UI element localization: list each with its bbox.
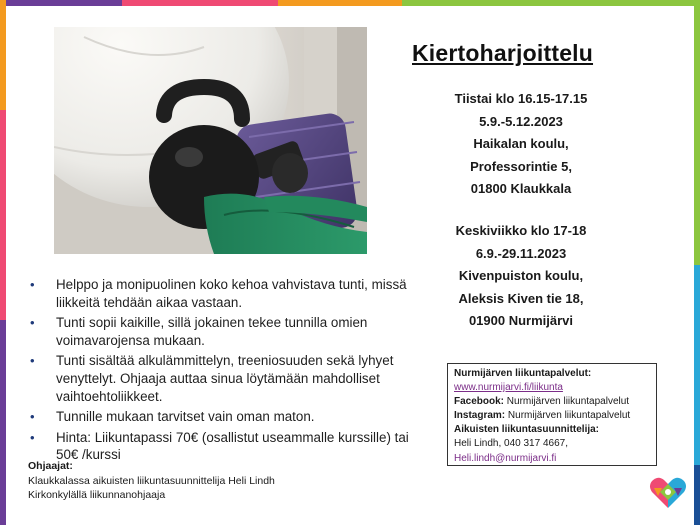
frame-top-purple: [0, 0, 122, 6]
bullet-icon: •: [30, 277, 35, 292]
list-item: • Hinta: Liikuntapassi 70€ (osallistut useammalle kurssille) tai 50€ /kurssi: [30, 429, 409, 463]
bullet-icon: •: [30, 409, 35, 425]
instagram-label: Instagram:: [454, 410, 506, 422]
planner-email[interactable]: Heli.lindh@nurmijarvi.fi: [454, 452, 557, 464]
frame-top-orange: [278, 0, 402, 6]
schedule-line: Tiistai klo 16.15-17.15: [454, 91, 588, 106]
frame-right-green: [694, 0, 700, 265]
contact-box: [447, 363, 657, 466]
website-link[interactable]: www.nurmijarvi.fi/liikunta: [454, 382, 563, 394]
instructor-line: Kirkonkylällä liikunnanohjaaja: [28, 489, 166, 502]
schedule-line: Haikalan koulu,: [473, 136, 569, 151]
planner-heading: Aikuisten liikuntasuunnittelija:: [454, 424, 600, 436]
frame-left-orange: [0, 0, 6, 110]
schedule-line: 01900 Nurmijärvi: [468, 313, 574, 328]
frame-right-navy: [694, 465, 700, 525]
instructors-heading: Ohjaajat:: [28, 460, 73, 472]
schedule-line: Kivenpuiston koulu,: [458, 268, 584, 283]
page-title: Kiertoharjoittelu: [412, 40, 594, 66]
facebook-value: Nurmijärven liikuntapalvelut: [506, 396, 630, 408]
instructor-line: Klaukkalassa aikuisten liikuntasuunnittelija Heli Lindh: [28, 474, 275, 487]
planner-name-phone: Heli Lindh, 040 317 4667,: [454, 438, 568, 450]
nurmijarvi-logo-icon: [648, 474, 688, 510]
schedule-line: 01800 Klaukkala: [470, 181, 572, 196]
frame-left-pink: [0, 110, 6, 320]
schedule-line: Aleksis Kiven tie 18,: [458, 290, 584, 306]
schedule-line: Keskiviikko klo 17-18: [455, 223, 587, 238]
list-item: • Helppo ja monipuolinen koko kehoa vahvistava tunti, missä liikkeitä tehdään aikaa vastaan.: [30, 277, 407, 310]
schedule-line: 6.9.-29.11.2023: [475, 245, 567, 261]
schedule-line: Professorintie 5,: [470, 158, 572, 174]
schedule-wednesday: [412, 220, 630, 333]
frame-top-pink: [122, 0, 278, 6]
facebook-label: Facebook:: [454, 396, 505, 408]
bullet-icon: •: [30, 429, 35, 445]
contact-heading: Nurmijärven liikuntapalvelut:: [454, 368, 592, 379]
list-item: • Tunti sopii kaikille, sillä jokainen tekee tunnilla omien voimavarojensa mukaan.: [30, 315, 368, 348]
frame-right-blue: [694, 265, 700, 465]
schedule-line: 5.9.-5.12.2023: [479, 113, 563, 129]
equipment-illustration: [54, 27, 367, 254]
frame-left-purple: [0, 320, 6, 525]
instagram-value: Nurmijärven liikuntapalvelut: [507, 410, 631, 422]
instructors-section: [28, 459, 275, 503]
schedule-tuesday: [412, 88, 630, 201]
list-item: • Tunnille mukaan tarvitset vain oman maton.: [30, 409, 315, 425]
bullet-icon: •: [30, 315, 35, 331]
frame-top-green: [402, 0, 700, 6]
bullet-icon: •: [30, 353, 35, 369]
equipment-photo: [54, 27, 367, 254]
info-bullet-list: [22, 276, 414, 467]
list-item: • Tunti sisältää alkulämmittelyn, treeniosuuden sekä lyhyet venyttelyt. Ohjaaja auttaa sinua löytämään mahdolliset vaihtoehtoliikkeet.: [30, 353, 394, 404]
